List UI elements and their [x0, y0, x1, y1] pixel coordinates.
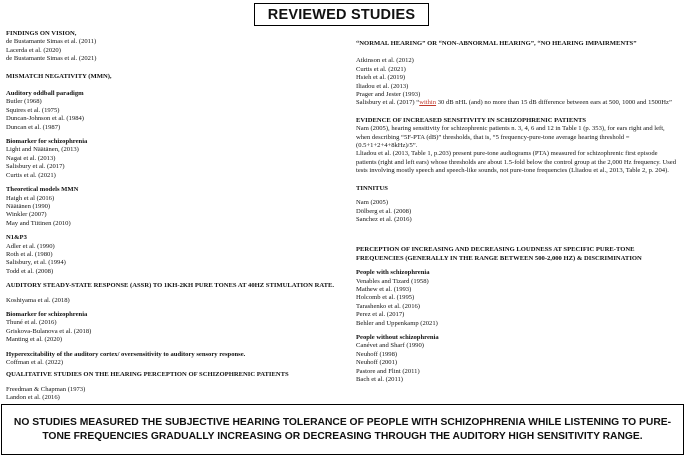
reference-item: Griskova-Bulanova et al. (2018) — [6, 327, 92, 335]
without-list — [356, 342, 678, 384]
reference-item: Duncan-Johnson et al. (1984) — [6, 115, 85, 123]
reference-item: Neuhoff (1998) — [356, 350, 398, 358]
reference-item: Dölberg et al. (2008) — [356, 207, 412, 215]
left-column — [6, 30, 336, 403]
reference-item: Roth et al. (1980) — [6, 250, 53, 258]
reference-item: Venables and Tizard (1958) — [356, 277, 429, 285]
salisbury-post: 30 dB nHL (and) no more than 15 dB difference between ears at 500, 1000 and 1500Hz” — [436, 99, 672, 107]
vision-heading: FINDINGS ON VISION, — [6, 30, 77, 37]
right-column — [356, 40, 678, 384]
reference-item: Curtis et al. (2021) — [6, 171, 56, 179]
reference-item: Adler et al. (1990) — [6, 242, 55, 250]
normal-heading: “NORMAL HEARING” OR “NON-ABNORMAL HEARING”, “NO HEARING IMPAIRMENTS” — [356, 40, 637, 47]
reference-item: Light and Näätänen, (2013) — [6, 146, 79, 154]
reference-item: Näätänen (1990) — [6, 202, 51, 210]
oddball-heading: Auditory oddball paradigm — [6, 90, 84, 98]
reference-item: Salisbury et al. (2017) — [6, 163, 65, 171]
evidence-paragraph-1: Nam (2005), hearing sensitivity for schizophrenic patients n. 3, 4, 6 and 12 in Table 1 (p. 353), for ears right and left, when describing “5F-PTA (dB)” thresholds, that is, “5 frequency-pure-tone average hearing threshold = (0.5+1+2+4+8kHz)/5”. — [356, 125, 665, 150]
evidence-paragraph-2: Lliadou et al. (2013, Table 1, p.203) present pure-tone audiograms (PTA) measured for schizophrenic first episode patients (right and left ears) whose thresholds are about 1.5-fold below the control group at the 2,000 Hz frequency. Used tests involving mostly speech and speech-like sounds, not pure-tone frequencies (Lliadou et al., 2013, Table 2, p. 204). — [356, 150, 677, 175]
reference-item: Freedman & Chapman (1973) — [6, 385, 86, 393]
oddball-list — [6, 98, 336, 132]
assr-list — [6, 297, 336, 305]
hyper-list — [6, 359, 336, 367]
salisbury-line — [356, 99, 678, 107]
within-highlight: within — [419, 99, 437, 107]
reference-item: Canévet and Sharf (1990) — [356, 342, 424, 350]
normal-list — [356, 57, 678, 99]
reference-item: Lacerda et al. (2020) — [6, 46, 61, 54]
qualitative-heading: QUALITATIVE STUDIES ON THE HEARING PERCEPTION OF SCHIZOPHRENIC PATIENTS — [6, 371, 289, 379]
mmn-heading: MISMATCH NEGATIVITY (MMN), — [6, 72, 112, 80]
reference-item: Nagai et al. (2013) — [6, 154, 56, 162]
without-heading: People without schizophrenia — [356, 333, 439, 341]
reference-item: Duncan et al. (1987) — [6, 123, 61, 131]
reference-item: Holcomb et al. (1995) — [356, 294, 415, 302]
assr-biomarker-list — [6, 319, 336, 344]
reference-item: Squires et al. (1975) — [6, 106, 60, 114]
reference-item: Thuné et al. (2016) — [6, 319, 57, 327]
n1p3-heading: N1&P3 — [6, 234, 27, 242]
assr-biomarker-heading: Biomarker for schizophrenia — [6, 310, 88, 318]
reference-item: Bach et al. (2011) — [356, 376, 403, 383]
tinnitus-heading: TINNITUS — [356, 184, 388, 192]
reference-item: de Bustamante Simas et al. (2011) — [6, 38, 97, 46]
reference-item: Perez et al. (2017) — [356, 311, 405, 319]
reference-item: Koshiyama et al. (2018) — [6, 296, 70, 304]
reference-item: Landon et al. (2016) — [6, 394, 60, 402]
reference-item: Pastore and Flint (2011) — [356, 367, 420, 375]
models-heading: Theoretical models MMN — [6, 186, 79, 194]
reference-item: Hsieh et al. (2019) — [356, 74, 406, 82]
perception-heading: PERCEPTION OF INCREASING AND DECREASING LOUDNESS AT SPECIFIC PURE-TONE FREQUENCIES (GENERALLY IN THE RANGE BETWEEN 500-2,000 HZ) & DISCRIMINATION — [356, 246, 642, 262]
tinnitus-list — [356, 199, 678, 224]
reference-item: May and Tiitinen (2010) — [6, 219, 71, 227]
mmn-biomarker-list — [6, 146, 336, 180]
reference-item: Haigh et al (2016) — [6, 194, 55, 202]
mmn-biomarker-heading: Biomarker for schizophrenia — [6, 138, 88, 146]
reference-item: Tarashenko et al. (2016) — [356, 302, 420, 310]
evidence-heading: EVIDENCE OF INCREASED SENSITIVITY IN SCHIZOPHRENIC PATIENTS — [356, 116, 587, 124]
conclusion-box: NO STUDIES MEASURED THE SUBJECTIVE HEARING TOLERANCE OF PEOPLE WITH SCHIZOPHRENIA WHILE LISTENING TO PURE-TONE FREQUENCIES GRADUALLY INCREASING OR DECREASING THROUGH THE AUDITORY HIGH SENSITIVITY RANGE. — [1, 404, 684, 455]
reference-item: Prager and Jester (1993) — [356, 91, 421, 99]
reference-item: Curtis et al. (2021) — [356, 65, 406, 73]
with-list — [356, 278, 678, 328]
reference-item: Iliadou et al. (2013) — [356, 82, 409, 90]
reference-item: Atkinson et al. (2012) — [356, 57, 414, 65]
hyper-heading: Hyperexcitability of the auditory cortex/ oversensitivity to auditory sensory response. — [6, 350, 246, 358]
models-list — [6, 195, 336, 229]
page-title: REVIEWED STUDIES — [254, 3, 429, 26]
reference-item: Sanchez et al. (2016) — [356, 215, 412, 223]
reference-item: Todd et al. (2008) — [6, 267, 54, 275]
reference-item: Mathew et al. (1993) — [356, 285, 412, 293]
reference-item: Nam (2005) — [356, 199, 389, 207]
with-heading: People with schizophrenia — [356, 269, 430, 277]
salisbury-pre: Salisbury et al. (2017) “ — [356, 99, 420, 107]
reference-item: Winkler (2007) — [6, 211, 47, 219]
reference-item: Butler (1968) — [6, 98, 42, 106]
vision-list — [6, 38, 336, 63]
reference-item: Coffman et al. (2022) — [6, 359, 64, 366]
reference-item: Salisbury, et al. (1994) — [6, 259, 66, 267]
assr-heading: AUDITORY STEADY-STATE RESPONSE (ASSR) TO 1KH-2KH PURE TONES AT 40HZ STIMULATION RATE. — [6, 282, 335, 290]
reference-item: Neuhoff (2001) — [356, 359, 398, 367]
n1p3-list — [6, 243, 336, 277]
qualitative-list — [6, 386, 336, 403]
reference-item: Behler and Uppenkamp (2021) — [356, 319, 438, 327]
reference-item: de Bustamante Simas et al. (2021) — [6, 55, 97, 63]
reference-item: Manting et al. (2020) — [6, 336, 63, 344]
